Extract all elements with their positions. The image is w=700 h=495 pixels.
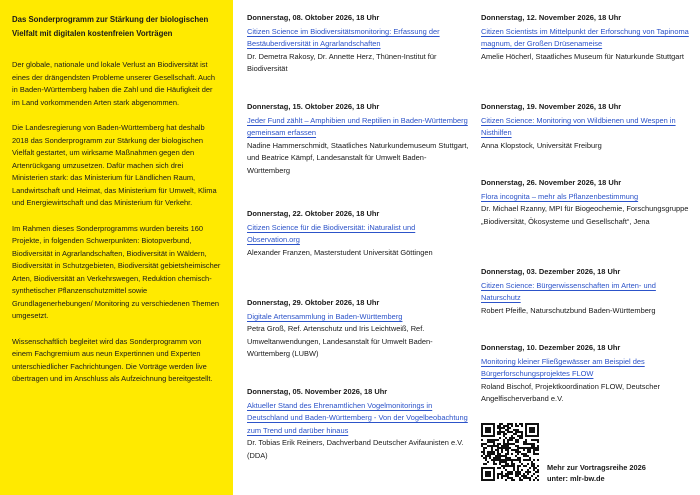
intro-paragraph: Die Landesregierung von Baden-Württemberg hat deshalb 2018 das Sonderprogramm zur Stärkung der biologischen Vielfalt gestartet, um wirksame Maßnahmen gegen den Artenrückgang umzusetzen. Dafür machen sich drei Ministerien stark: das Ministerium für Ländlichen Raum, Landwirtschaft und Heimat, das Ministerium für Umwelt, Klima und Energiewirtschaft und das Ministerium für Verkehr. bbox=[12, 123, 217, 207]
qr-code-icon[interactable] bbox=[481, 423, 539, 481]
event-topic-link[interactable]: Citizen Scientists im Mittelpunkt der Erforschung von Tapinoma magnum, der Großen Drüsenameise bbox=[481, 26, 689, 49]
event-item bbox=[247, 101, 469, 208]
event-topic-link[interactable]: Flora incognita – mehr als Pflanzenbestimmung bbox=[481, 191, 639, 201]
intro-paragraph: Wissenschaftlich begleitet wird das Sonderprogramm von einem Fachgremium aus neun Expertinnen und Experten unterschiedlicher Fachrichtungen. Die Vorträge werden live übertragen und im Anschluss als Aufzeichnung bereitgestellt. bbox=[12, 336, 213, 383]
event-item bbox=[481, 342, 695, 406]
event-item bbox=[481, 177, 695, 266]
event-speaker: Dr. Tobias Erik Reiners, Dachverband Deutscher Avifaunisten e.V. (DDA) bbox=[247, 438, 464, 460]
event-item bbox=[481, 266, 695, 342]
intro-paragraph: Im Rahmen dieses Sonderprogramms wurden bereits 160 Projekte, in folgenden Schwerpunkten: Biotopverbund, Biodiversität in Agrarlandschaften, Biodiversität in Wäldern, Biodiversität in Schutzgebieten, Biodiversität gebietsheimischer Arten, Biodiversität an Verkehrswegen, Reduktion chemisch-synthetischer Pflanzenschutzmittel sowie Grundlagenerhebungen/ Monitoring zu verschiedenen Themen umgesetzt. bbox=[12, 223, 221, 320]
event-date: Donnerstag, 29. Oktober 2026, 18 Uhr bbox=[247, 298, 380, 307]
footer-line: Mehr zur Vortragsreihe 2026 bbox=[547, 463, 646, 472]
event-topic-link[interactable]: Citizen Science: Bürgerwissenschaften im Arten- und Naturschutz bbox=[481, 280, 656, 303]
event-date: Donnerstag, 05. November 2026, 18 Uhr bbox=[247, 387, 388, 396]
event-item bbox=[247, 297, 469, 386]
footer-line: unter: mlr-bw.de bbox=[547, 473, 605, 483]
event-topic-link[interactable]: Aktueller Stand des Ehrenamtlichen Vogelmonitorings in Deutschland und Baden-Württemberg - Von der Vogelbeobachtung zum Trend und darüber hinaus bbox=[247, 400, 468, 435]
event-speaker: Nadine Hammerschmidt, Staatliches Naturkundemuseum Stuttgart, und Beatrice Kämpf, Landesanstalt für Umwelt Baden-Württemberg bbox=[247, 140, 469, 175]
event-date: Donnerstag, 12. November 2026, 18 Uhr bbox=[481, 13, 622, 22]
event-item bbox=[247, 208, 469, 297]
event-item bbox=[481, 101, 695, 177]
event-speaker: Amelie Höcherl, Staatliches Museum für Naturkunde Stuttgart bbox=[481, 51, 684, 61]
event-item bbox=[481, 12, 695, 101]
event-topic-link[interactable]: Jeder Fund zählt – Amphibien und Reptilien in Baden-Württemberg gemeinsam erfassen bbox=[247, 115, 468, 138]
footer-text bbox=[547, 463, 646, 484]
event-date: Donnerstag, 10. Dezember 2026, 18 Uhr bbox=[481, 343, 621, 352]
events-column-middle bbox=[247, 12, 469, 463]
event-topic-link[interactable]: Citizen Science für die Biodiversität: iNaturalist und Observation.org bbox=[247, 222, 416, 245]
intro-title: Das Sonderprogramm zur Stärkung der biologischen Vielfalt mit digitalen kostenfreien Vorträgen bbox=[12, 15, 209, 38]
event-item bbox=[247, 12, 469, 101]
event-speaker: Petra Groß, Ref. Artenschutz und Iris Leichtweiß, Ref. Umweltanwendungen, Landesanstalt für Umwelt Baden-Württemberg (LUBW) bbox=[247, 324, 433, 359]
event-date: Donnerstag, 15. Oktober 2026, 18 Uhr bbox=[247, 102, 380, 111]
event-topic-link[interactable]: Digitale Artensammlung in Baden-Württemberg bbox=[247, 311, 403, 321]
event-date: Donnerstag, 08. Oktober 2026, 18 Uhr bbox=[247, 13, 380, 22]
event-date: Donnerstag, 19. November 2026, 18 Uhr bbox=[481, 102, 622, 111]
event-date: Donnerstag, 03. Dezember 2026, 18 Uhr bbox=[481, 267, 621, 276]
event-item bbox=[247, 386, 469, 463]
event-date: Donnerstag, 22. Oktober 2026, 18 Uhr bbox=[247, 209, 380, 218]
event-topic-link[interactable]: Citizen Science im Biodiversitätsmonitoring: Erfassung der Bestäuberdiversität in Agrarlandschaften bbox=[247, 26, 440, 49]
event-topic-link[interactable]: Monitoring kleiner Fließgewässer am Beispiel des Bürgerforschungsprojektes FLOW bbox=[481, 356, 645, 379]
event-speaker: Roland Bischof, Projektkoordination FLOW, Deutscher Angelfischerverband e.V. bbox=[481, 381, 660, 404]
event-date: Donnerstag, 26. November 2026, 18 Uhr bbox=[481, 178, 622, 187]
intro-panel bbox=[0, 0, 233, 495]
event-speaker: Alexander Franzen, Masterstudent Universität Göttingen bbox=[247, 247, 433, 257]
event-speaker: Dr. Michael Rzanny, MPI für Biogeochemie, Forschungsgruppe „Biodiversität, Ökosysteme und Gesellschaft“, Jena bbox=[481, 204, 689, 226]
footer bbox=[481, 423, 695, 485]
intro-paragraph: Der globale, nationale und lokale Verlust an Biodiversität ist eines der drängendsten Probleme unserer Gesellschaft. Auch in Baden-Württemberg haben die Zahl und die Häufigkeit der im Land vorkommenden Arten stark abgenommen. bbox=[12, 60, 215, 107]
event-topic-link[interactable]: Citizen Science: Monitoring von Wildbienen und Wespen in Nisthilfen bbox=[481, 115, 676, 138]
event-speaker: Dr. Demetra Rakosy, Dr. Annette Herz, Thünen-Institut für Biodiversität bbox=[247, 51, 437, 74]
event-speaker: Anna Klopstock, Universität Freiburg bbox=[481, 140, 602, 150]
event-speaker: Robert Pfeifle, Naturschutzbund Baden-Württemberg bbox=[481, 305, 656, 315]
events-column-right bbox=[481, 12, 695, 406]
